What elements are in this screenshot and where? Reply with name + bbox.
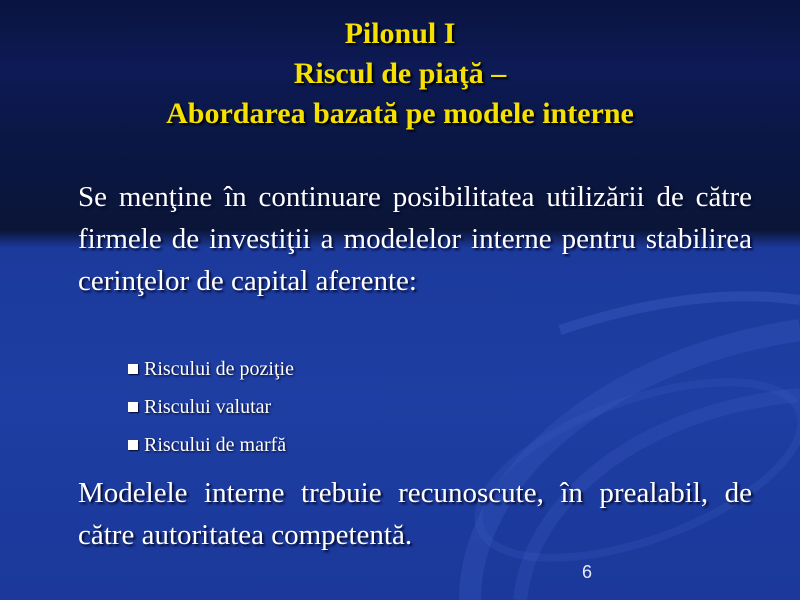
square-bullet-icon <box>128 440 138 450</box>
title-line-1: Pilonul I <box>344 17 456 50</box>
square-bullet-icon <box>128 364 138 374</box>
bullet-text: Riscului de marfă <box>144 433 287 456</box>
title-line-3: Abordarea bazată pe modele interne <box>166 97 634 130</box>
bullet-list <box>128 350 294 464</box>
bullet-item <box>128 350 294 388</box>
bullet-item <box>128 426 294 464</box>
square-bullet-icon <box>128 402 138 412</box>
intro-paragraph: Se menţine în continuare posibilitatea utilizării de către firmele de investiţii a modelelor interne pentru stabilirea cerinţelor de capital aferente: <box>78 181 752 297</box>
bullet-text: Riscului valutar <box>144 395 272 418</box>
bullet-item <box>128 388 294 426</box>
bullet-text: Riscului de poziţie <box>144 357 294 380</box>
slide-number: 6 <box>581 562 592 582</box>
slide-title <box>0 14 800 134</box>
closing-paragraph: Modelele interne trebuie recunoscute, în prealabil, de către autoritatea competentă. <box>78 477 752 551</box>
title-line-2: Riscul de piaţă – <box>293 57 507 90</box>
